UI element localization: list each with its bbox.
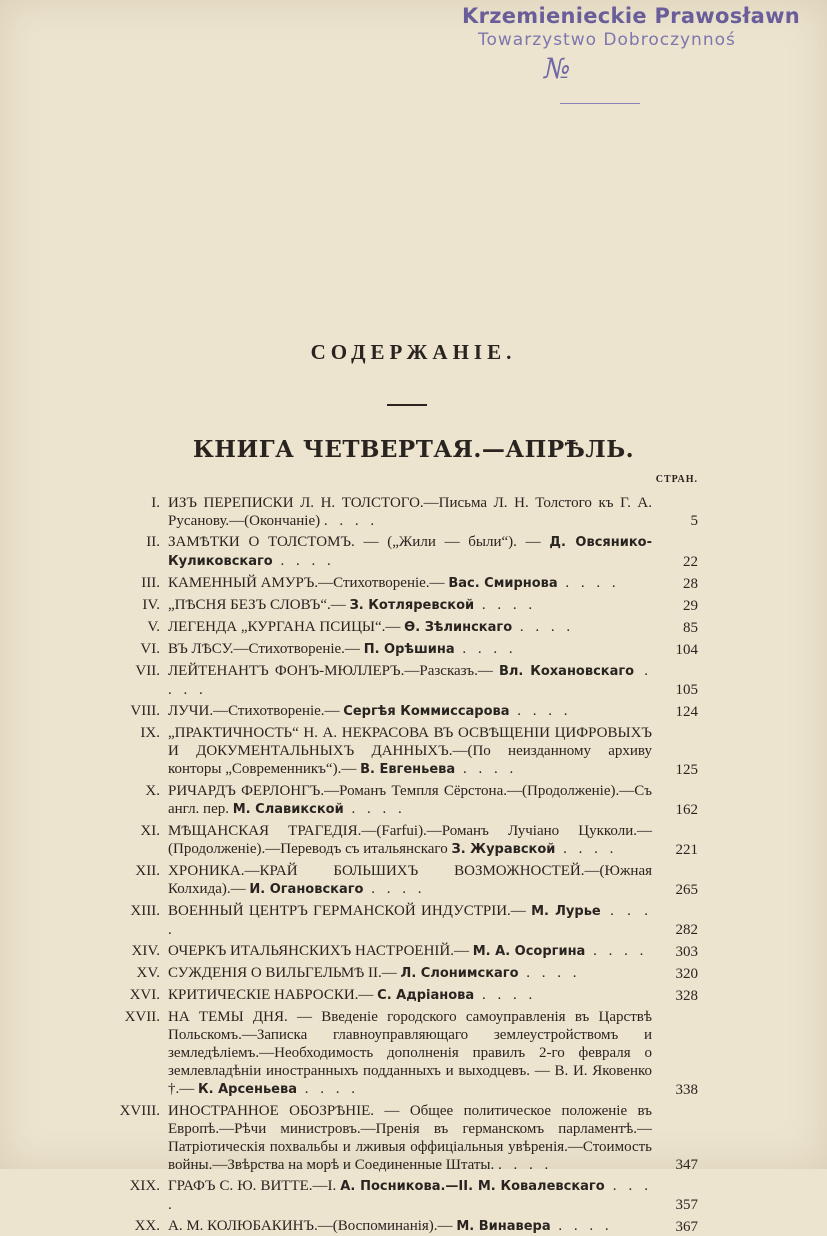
leader-dots: . . . . (474, 987, 537, 1003)
entry-title (168, 533, 652, 571)
stamp-line-1: Krzemienieckie Prawosławn (462, 4, 801, 28)
leader-dots: . . . . (557, 575, 620, 591)
toc-entry (0, 782, 827, 819)
entry-text: КРИТИЧЕСКІЕ НАБРОСКИ.— (168, 987, 378, 1003)
toc-entry (0, 1102, 827, 1174)
entry-number: X. (145, 783, 160, 799)
entry-author: М. Винавера (456, 1219, 551, 1234)
entry-number: XI. (140, 823, 160, 839)
leader-dots: . . . . (272, 553, 335, 569)
entry-text: ЛУЧИ.—Стихотвореніе.— (168, 703, 344, 719)
leader-dots: . . . . (518, 965, 581, 981)
entry-text: Русанову.—(Окончаніе) (168, 513, 324, 529)
entry-author: З. Котляревской (349, 598, 475, 613)
entry-number: VIII. (130, 703, 160, 719)
entry-page-number: 162 (675, 802, 698, 818)
entry-text: РИЧАРДЪ ФЕРЛОНГЪ.—Романъ Темпля Сёрстона.—(Продолженіе).—Съ англ. пер. (168, 783, 652, 817)
entry-number: XVI. (129, 987, 160, 1003)
toc-entry (0, 822, 827, 859)
entry-title (168, 964, 652, 983)
entry-title (168, 1102, 652, 1174)
entry-number: XII. (135, 863, 160, 879)
leader-dots: . . . . (550, 1218, 613, 1234)
leader-dots: . . . . (168, 903, 652, 938)
entry-title (168, 782, 652, 819)
toc-entry (0, 724, 827, 779)
toc-entry (0, 1008, 827, 1099)
toc-entry (0, 942, 827, 961)
entry-text: ГРАФЪ С. Ю. ВИТТЕ.—I. (168, 1178, 341, 1194)
entry-text: ВОЕННЫЙ ЦЕНТРЪ ГЕРМАНСКОЙ ИНДУСТРІИ.— (168, 903, 532, 919)
stamp-number-sign: № (544, 52, 571, 85)
entry-title (168, 494, 652, 530)
page-title: СОДЕРЖАНІЕ. (310, 340, 517, 364)
toc-entry (0, 618, 827, 637)
entry-author: М. А. Осоргина (472, 944, 586, 959)
entry-text: НА ТЕМЫ ДНЯ. — Введеніе городского самоуправленія въ Царствѣ Польскомъ.—Записка главноуправляющаго землеустройствомъ и земледѣліемъ.—Необходимость дополненія правилъ 2-го февраля о землевладѣніи иностранныхъ подданныхъ и выходцевъ. — В. И. Яковенко †.— (168, 1009, 652, 1097)
entry-page-number: 347 (675, 1157, 698, 1173)
entry-text: „ПѢСНЯ БЕЗЪ СЛОВЪ“.— (168, 597, 350, 613)
toc-entry (0, 862, 827, 899)
leader-dots: . . . . (168, 1178, 652, 1213)
entry-text: ЛЕГЕНДА „КУРГАНА ПСИЦЫ“.— (168, 619, 405, 635)
leader-dots: . . . . (512, 619, 575, 635)
entry-page-number: 328 (675, 988, 698, 1004)
leader-dots: . . . . (454, 641, 517, 657)
entry-text: А. М. КОЛЮБАКИНЪ.—(Воспоминанія).— (168, 1218, 457, 1234)
leader-dots: . . . . (343, 801, 406, 817)
entry-page-number: 357 (675, 1197, 698, 1213)
entry-page-number: 367 (675, 1219, 698, 1235)
entry-text: ХРОНИКА.—КРАЙ БОЛЬШИХЪ ВОЗМОЖНОСТЕЙ.—(Южная Колхида).— (168, 863, 652, 897)
entry-text: ИЗЪ ПЕРЕПИСКИ Л. Н. ТОЛСТОГО.—Письма Л. Н. Толстого къ Г. А. (168, 495, 652, 511)
entry-page-number: 124 (675, 704, 698, 720)
entry-text: ОЧЕРКЪ ИТАЛЬЯНСКИХЪ НАСТРОЕНІЙ.— (168, 943, 473, 959)
toc-entry (0, 986, 827, 1005)
leader-dots: . . . . (585, 943, 648, 959)
entry-page-number: 85 (683, 620, 698, 636)
entry-title (168, 574, 652, 593)
entry-author: А. Посникова.—II. М. Ковалевскаго (340, 1179, 605, 1194)
leader-dots: . . . . (323, 513, 379, 529)
leader-dots: . . . . (509, 703, 572, 719)
entry-author: Вас. Смирнова (448, 576, 558, 591)
book-title: КНИГА ЧЕТВЕРТАЯ.—АПРѢЛЬ. (192, 436, 635, 463)
entry-number: XV. (136, 965, 160, 981)
toc-entry (0, 640, 827, 659)
toc-entry (0, 596, 827, 615)
page-column-header: СТРАН. (655, 474, 698, 485)
toc-entry (0, 574, 827, 593)
entry-text: МѢЩАНСКАЯ ТРАГЕДІЯ.—(Farfui).—Романъ Лучіано Цукколи.—(Продолженіе).—Переводъ съ итальянскаго (168, 823, 652, 857)
entry-number: II. (146, 534, 160, 550)
entry-page-number: 104 (675, 642, 698, 658)
entry-author: Ѳ. Зѣлинскаго (404, 620, 513, 635)
entry-number: III. (141, 575, 160, 591)
entry-page-number: 28 (683, 576, 698, 592)
entry-page-number: 303 (675, 944, 698, 960)
entry-title (168, 1177, 652, 1214)
entry-title (168, 862, 652, 899)
entry-title (168, 902, 652, 939)
entry-author: Д. Овсянико-Куликовскаго (168, 535, 652, 569)
entry-author: М. Лурье (531, 904, 601, 919)
entry-page-number: 338 (675, 1082, 698, 1098)
entry-page-number: 105 (675, 682, 698, 698)
entry-page-number: 320 (675, 966, 698, 982)
library-stamp (462, 4, 802, 85)
entry-title (168, 942, 652, 961)
toc-entry (0, 1217, 827, 1236)
entry-author: Вл. Кохановскаго (498, 664, 635, 679)
entry-title (168, 618, 652, 637)
leader-dots: . . . . (555, 841, 618, 857)
entry-title (168, 596, 652, 615)
entry-author: П. Орѣшина (363, 642, 455, 657)
entry-page-number: 282 (675, 922, 698, 938)
entry-text: ИНОСТРАННОЕ ОБОЗРѢНІЕ. — Общее политическое положеніе въ Европѣ.—Рѣчи министровъ.—Пренія въ германскомъ парламентѣ.—Патріотическія похвальбы и лживыя оффиціальныя увѣренія.—Стоимость войны.—Звѣрства на морѣ и Соединенные Штаты. (168, 1103, 652, 1173)
entry-title (168, 986, 652, 1005)
entry-text: ЛЕЙТЕНАНТЪ ФОНЪ-МЮЛЛЕРЪ.—Разсказъ.— (168, 663, 499, 679)
toc-entry (0, 533, 827, 571)
entry-text: СУЖДЕНІЯ О ВИЛЬГЕЛЬМѢ II.— (168, 965, 401, 981)
entry-author: Сергѣя Коммиссарова (343, 704, 510, 719)
leader-dots: . . . . (363, 881, 426, 897)
entry-page-number: 5 (690, 513, 698, 529)
entry-page-number: 29 (683, 598, 698, 614)
stamp-line-2: Towarzystwo Dobroczynnoś (478, 30, 736, 50)
entry-number: VII. (135, 663, 160, 679)
entry-title (168, 1008, 652, 1099)
stamp-number-rule (560, 103, 640, 104)
entry-number: XX. (134, 1218, 160, 1234)
table-of-contents (0, 494, 827, 1236)
entry-title (168, 822, 652, 859)
entry-author: И. Огановскаго (249, 882, 364, 897)
entry-page-number: 265 (675, 882, 698, 898)
entry-page-number: 22 (683, 554, 698, 570)
entry-number: XIX. (129, 1178, 160, 1194)
entry-author: Л. Слонимскаго (400, 966, 519, 981)
entry-number: IV. (142, 597, 160, 613)
leader-dots: . . . . (168, 663, 652, 698)
toc-entry (0, 702, 827, 721)
entry-number: IX. (140, 725, 160, 741)
entry-title (168, 662, 652, 699)
entry-page-number: 125 (675, 762, 698, 778)
leader-dots: . . . . (455, 761, 518, 777)
title-divider (387, 404, 427, 406)
toc-entry (0, 662, 827, 699)
entry-author: М. Славикской (232, 802, 344, 817)
leader-dots: . . . . (474, 597, 537, 613)
entry-number: V. (147, 619, 160, 635)
entry-author: К. Арсеньева (198, 1082, 297, 1097)
entry-text: „ПРАКТИЧНОСТЬ“ Н. А. НЕКРАСОВА ВЪ ОСВѢЩЕНІИ ЦИФРОВЫХЪ И ДОКУМЕНТАЛЬНЫХЪ ДАННЫХЪ.—(По неизданному архиву конторы „Современникъ“).— (168, 725, 652, 777)
toc-entry (0, 902, 827, 939)
entry-number: I. (151, 495, 160, 511)
toc-entry (0, 1177, 827, 1214)
leader-dots: . . . . (498, 1157, 553, 1173)
entry-number: XIII. (130, 903, 160, 919)
entry-text: ЗАМѢТКИ О ТОЛСТОМЪ. — („Жили — были“). — (168, 534, 550, 550)
entry-title (168, 702, 652, 721)
entry-author: В. Евгеньева (360, 762, 456, 777)
entry-number: XIV. (131, 943, 160, 959)
entry-text: ВЪ ЛѢСУ.—Стихотвореніе.— (168, 641, 364, 657)
entry-title (168, 1217, 652, 1236)
entry-author: З. Журавской (451, 842, 556, 857)
entry-number: XVII. (124, 1009, 160, 1025)
entry-text: КАМЕННЫЙ АМУРЪ.—Стихотвореніе.— (168, 575, 449, 591)
entry-title (168, 640, 652, 659)
entry-number: VI. (140, 641, 160, 657)
entry-number: XVIII. (119, 1103, 160, 1119)
toc-entry (0, 494, 827, 530)
leader-dots: . . . . (297, 1081, 359, 1097)
entry-page-number: 221 (675, 842, 698, 858)
toc-entry (0, 964, 827, 983)
entry-title (168, 724, 652, 779)
entry-author: С. Адріанова (377, 988, 475, 1003)
